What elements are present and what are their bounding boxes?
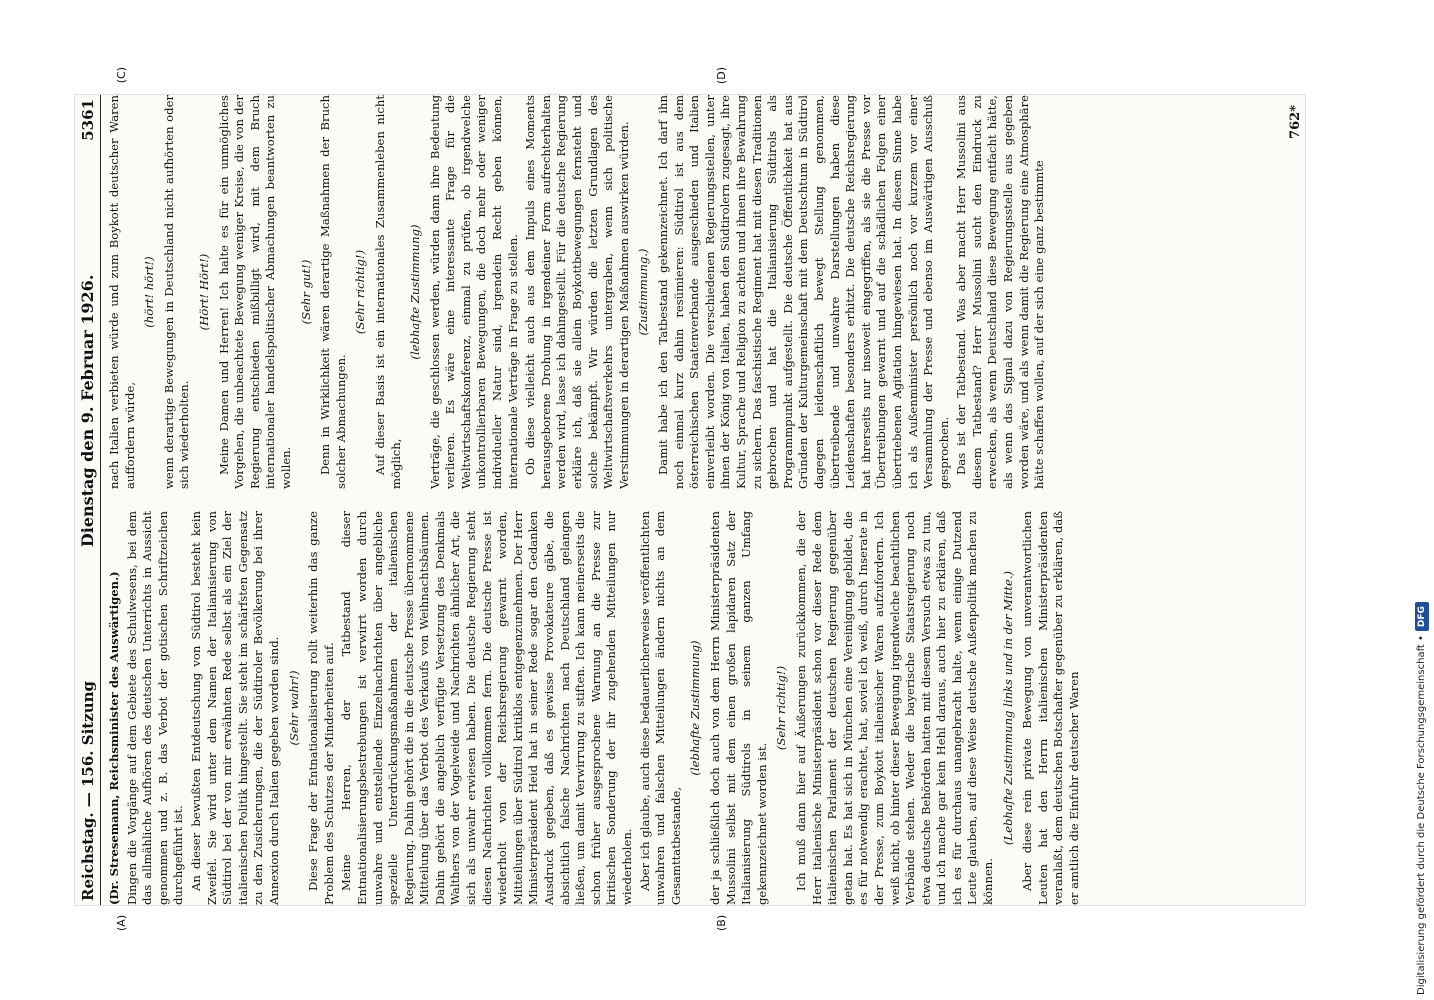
header-date: Dienstag den 9. Februar 1926.: [78, 274, 97, 548]
interjection: (Hört! Hört!): [196, 253, 211, 331]
paragraph: Damit habe ich den Tatbestand gekennzeichnet. Ich darf ihn noch einmal kurz dahin resümieren: Südtirol ist aus dem österreichischen Staatenverbande ausgeschieden und Italien einverleibt worden. Die verschiedenen Regierungsstellen, unter ihnen der König von Italien, haben den Südtirolern zugesagt, ihre Kultur, Sprache und Religion zu achten und ihnen ihre Bewahrung zu sichern. Das faschistische Regiment hat mit diesen Traditionen gebrochen und hat die Italianisierung Südtirols als Programmpunkt aufgestellt. Die deutsche Öffentlichkeit hat aus Gründen der Kulturgemeinschaft mit dem Deutschtum in Südtirol dagegen leidenschaftlich bewegt Stellung genommen, übertreibende und unwahre Darstellungen haben diese Leidenschaften besonders erhitzt. Die deutsche Reichsregierung hat ihrerseits nur insoweit eingegriffen, als sie die Presse vor Übertreibungen gewarnt und auf die schädlichen Folgen einer übertriebenen Agitation hingewiesen hat. In diesem Sinne habe ich als Außenminister persönlich noch vor kurzem vor einer Versammlung der Presse und ebenso im Auswärtigen Ausschuß gesprochen.: [656, 95, 951, 489]
right-column: [107, 95, 1283, 489]
interjection: (Lebhafte Zustimmung links und in der Mitte.): [1000, 570, 1015, 846]
interjection: (hört! hört!): [142, 256, 157, 328]
paragraph: Meine Herren, der Tatbestand dieser Entnationalisierungsbestrebungen ist verwirrt worden durch unwahre und entstellende Einzelnachrichten über angebliche spezielle Unterdrückungsmaßnahmen der italienischen Regierung. Dahin gehört die in die deutsche Presse übernommene Mitteilung über das Verbot des Verkaufs von Weihnachtsbäumen. Dahin gehört die angeblich verfügte Versetzung des Denkmals Walthers von der Vogelweide und Nachrichten ähnlicher Art, die sich als unwahr erwiesen haben. Die deutsche Regierung steht diesen Nachrichten vollkommen fern. Die deutsche Presse ist wiederholt von der Reichsregierung gewarnt worden, Mitteilungen über Südtirol kritiklos entgegenzunehmen. Der Herr Ministerpräsident Heid hat in seiner Rede sogar den Gedanken Ausdruck gegeben, daß es gewisse Provokateure gäbe, die absichtlich falsche Nachrichten nach Deutschland gelangen ließen, um damit Verwirrung zu stiften. Ich kann meinerseits die schon früher ausgesprochene Warnung an die Presse zur kritischen Sonderung der ihr zugehenden Mitteilungen nur wiederholen.: [339, 511, 634, 905]
text-columns: [107, 95, 1283, 905]
paragraph: Denn in Wirklichkeit wären derartige Maßnahmen der Bruch solcher Abmachungen.: [318, 95, 348, 489]
signature-mark: 762*: [1288, 105, 1303, 139]
header-left: Reichstag. — 156. Sitzung: [79, 680, 97, 901]
paragraph: Meine Damen und Herren! Ich halte es für ein unmögliches Vorgehen, die unbeachtete Bewegung weniger Kreise, die von der Regierung entschieden mißbilligt wird, mit dem Bruch internationaler handelspolitischer Abmachungen beantworten zu wollen.: [216, 95, 293, 489]
interjection: (Zustimmung.): [636, 248, 651, 336]
interjection: (Sehr richtig!): [353, 249, 368, 335]
interjection: (Sehr richtig!): [774, 665, 789, 751]
dfg-logo: DFG: [1415, 602, 1429, 631]
paragraph: Ob diese vielleicht auch aus dem Impuls eines Moments herausgeborene Drohung in irgendeiner Form aufrechterhalten werden wird, lasse ich dahingestellt. Für die deutsche Regierung erkläre ich, daß sie allein Boykottbewegungen fernsteht und solche bekämpft. Wir würden die letzten Grundlagen des Weltwirtschaftsverkehrs untergraben, wenn sich politische Verstimmungen in derartigen Maßnahmen auswirken würden.: [523, 95, 631, 489]
paragraph: der ja schließlich doch auch von dem Herrn Ministerpräsidenten Mussolini selbst mit dem einen großen lapidaren Satz der Italianisierung Südtirols in seinem ganzen Umfang gekennzeichnet worden ist.: [707, 511, 769, 905]
paragraph: Dingen die Vorgänge auf dem Gebiete des Schulwesens, bei dem das allmähliche Aufhören des deutschen Unterrichts in Aussicht genommen und z. B. das Verbot der gotischen Schriftzeichen durchgeführt ist.: [124, 511, 186, 905]
paragraph: Diese Frage der Entnationalisierung rollt weiterhin das ganze Problem des Schutzes der Minderheiten auf.: [306, 511, 336, 905]
dfg-side-note-text: [1413, 5, 1431, 995]
interjection: (lebhafte Zustimmung): [408, 224, 423, 360]
paragraph: Ich muß dann hier auf Äußerungen zurückkommen, die der Herr italienische Ministerpräsident schon vor dieser Rede dem italienischen Parlament der deutschen Regierung gegenüber getan hat. Es hat sich in München eine Vereinigung gebildet, die es für notwendig erachtet, hat, soviel ich weiß, durch Inserate in der Presse, zum Boykott italienischer Waren aufzufordern. Ich weiß nicht, ob hinter dieser Bewegung irgendwelche beachtlichen Verbände stehen. Weder die bayerische Staatsregierung noch etwa deutsche Behörden hatten mit diesem Versuch etwas zu tun, und ich mache gar kein Hehl daraus, auch hier zu erklären, daß ich es für durchaus unangebracht halte, wenn einige Dutzend Leute glauben, auf diese Weise deutsche Außenpolitik machen zu können.: [793, 511, 996, 905]
paragraph: Aber ich glaube, auch diese bedauerlicherweise veröffentlichten unwahren und falschen Mitteilungen ändern nichts an dem Gesamttatbestande,: [637, 511, 683, 905]
paragraph: wenn derartige Bewegungen in Deutschland nicht aufhörten oder sich wiederholten.: [161, 95, 192, 489]
page-header: [75, 95, 101, 905]
interjection: (Sehr gut!): [298, 259, 313, 325]
paragraph: Verträge, die geschlossen werden, würden dann ihre Bedeutung verlieren. Es wäre eine interessante Frage für die Weltwirtschaftskonferenz, einmal zu prüfen, ob irgendwelche unkontrollierbaren Bewegungen, die doch mehr oder weniger individueller Natur sind, irgendein Recht geben können, internationale Verträge in Frage zu stellen.: [427, 95, 520, 489]
margin-mark-b: (B): [715, 914, 728, 931]
interjection: (Sehr wahr!): [286, 670, 301, 746]
paragraph: Das ist der Tatbestand. Was aber macht Herr Mussolini aus diesem Tatbestand? Herr Mussolini sucht den Eindruck zu erwecken, als wenn Deutschland diese Bewegung entfacht hätte, als wenn das Signal dazu von Regierungsstelle aus gegeben worden wäre, und als wenn damit die Regierung eine Atmosphäre hätte schaffen wollen, auf der sich eine ganz bestimmte: [954, 95, 1047, 489]
left-column: [107, 511, 1283, 905]
margin-mark-c: (C): [115, 67, 128, 84]
page-number: 5361: [79, 99, 97, 141]
scanned-page: [75, 67, 1305, 931]
speaker-line: (Dr. Stresemann, Reichsminister des Auswärtigen.): [107, 571, 121, 905]
paragraph: Aber diese rein private Bewegung von unverantwortlichen Leuten hat den Herrn italienischen Ministerpräsidenten veranlaßt, dem deutschen Botschafter gegenüber zu erklären, daß er amtlich die Einfuhr deutscher Waren: [1020, 511, 1082, 905]
interjection: (lebhafte Zustimmung): [688, 640, 703, 776]
paragraph: nach Italien verbieten würde und zum Boykott deutscher Waren auffordern würde,: [107, 95, 137, 489]
margin-mark-d: (D): [715, 67, 728, 85]
funding-note: Digitalisierung gefördert durch die Deutsche Forschungsgemeinschaft •: [1416, 635, 1427, 995]
paragraph: Auf dieser Basis ist ein internationales Zusammenleben nicht möglich,: [372, 95, 403, 489]
paragraph: An dieser bewußten Entdeutschung von Südtirol besteht kein Zweifel. Sie wird unter dem Namen der Italianisierung von Südtirol bei der von mir erwähnten Rede selbst als ein Ziel der italienischen Politik hingestellt. Sie steht im schärfsten Gegensatz zu den Zusicherungen, die der Südtiroler Bevölkerung bei ihrer Annexion durch Italien gegeben worden sind.: [188, 511, 281, 905]
rotated-page-content: [75, 67, 1305, 931]
margin-mark-a: (A): [115, 914, 128, 931]
dfg-side-note: [1413, 5, 1431, 995]
